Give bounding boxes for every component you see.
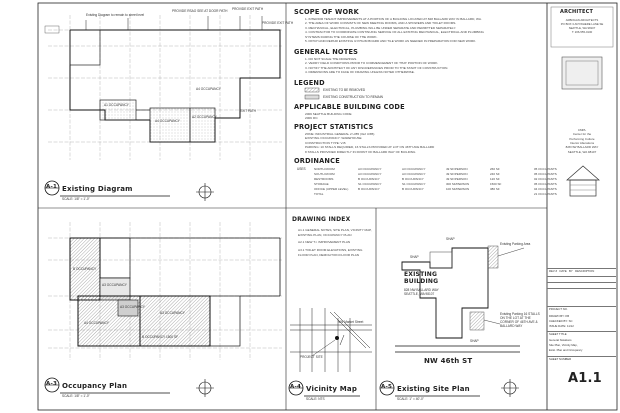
revision-header: REV # DATE BY DESCRIPTION <box>549 269 595 273</box>
ordinance-cell: 49 SF/PERSON <box>446 177 468 181</box>
ordinance-cell: STORAGE <box>314 182 329 186</box>
revision-rule <box>547 282 616 283</box>
ordinance-cell: B OCCUPANCY <box>402 177 424 181</box>
ordinance-cell: SOUTH ROOM <box>314 172 335 176</box>
occupancy-plan-drawing <box>45 222 282 397</box>
ordinance-table <box>314 167 574 196</box>
ordinance-cell: RESTROOMS <box>314 177 334 181</box>
ordinance-cell <box>358 192 398 196</box>
view-scale-vicinity: SCALE: NTS <box>306 397 325 401</box>
field-sheet-title-line: Exist. Plan and Occupancy <box>549 348 583 352</box>
site-label: SHAP <box>410 255 419 259</box>
drawing-index-list <box>298 228 372 257</box>
ordinance-cell: 05 OCCUPANTS <box>534 172 557 176</box>
site-street-label: NW 46th ST <box>424 357 473 365</box>
view-scale-occupancy: SCALE: 1/8" = 1'-0" <box>62 394 90 398</box>
view-scale-site: SCALE: 1" = 40'-0" <box>397 397 424 401</box>
ordinance-cell: 120 SF <box>490 177 500 181</box>
ordinance-cell: A3 OCCUPANCY <box>402 167 426 171</box>
ordinance-cell: 100 SF/PERSON <box>446 187 470 191</box>
occupant-label: A1 OCCUPANCY <box>104 103 129 107</box>
general-notes: 1. DO NOT SCALE THE DRAWINGS. 2. VERIFY FIELD CONDITIONS PRIOR TO COMMENCEMENT OF THAT PORTION OF WORK. 3. NOTIFY THE ARCHITECT OF ANY DISCREPANCIES PRIOR TO THE START OF CONSTRUCTION. 4. DIMENSIONS ARE TO FACE OF FRAMING UNLESS NOTED OTHERWISE. <box>305 57 449 75</box>
scope-notes: 1. INTERIOR TENANT IMPROVEMENTS AT A PORTION OF A BUILDING LOCATED AT 828 BALLARD WAY IN BALLARD, WA. 2. THE AREA OF WORK CONSISTS OF NEW MEETING ROOMS, AND A SHOWERS AND TOILET ROOMS. 3. MECHANICAL, ELECTRICAL, PLUMBING WILL BE UNDER SEPARATE AND PERMITTED SEPARATELY. 4. CONTRACTOR TO COORDINATE CONTINUING SERVICE OF ALL EXISTING MECHANICAL, ELECTRICAL AND PLUMBING SYSTEMS DURING THE COURSE OF THE WORK. 5. PATCH AND REPAIR EXISTING GYPSUM BOARD AND TILE WORK AS NEEDED IN PREPARATION FOR NEW WORK. <box>305 17 484 44</box>
field-sheet-number-label: SHEET NUMBER <box>549 357 572 361</box>
site-label: SHAP <box>446 237 455 241</box>
revision-rule <box>547 288 616 289</box>
ordinance-cell: B OCCUPANCY <box>358 187 380 191</box>
legend-title: LEGEND <box>294 79 325 87</box>
code-lines: 2009 SEATTLE BUILDING CODE 2009 IFC <box>305 112 352 121</box>
ordinance-cell: A3 OCCUPANCY <box>402 172 426 176</box>
ordinance-cell: 300 SF/PERSON <box>446 182 470 186</box>
ordinance-cell: 05 OCCUPANTS <box>534 167 557 171</box>
occupancy-label: B OCCUPANCY 1500 SF <box>142 335 179 339</box>
occupancy-label: A3 OCCUPANCY <box>120 305 145 309</box>
ordinance-cell: 05 OCCUPANTS <box>534 182 557 186</box>
existing-note: PROVIDE RSAO SEE AT DOOR PATH <box>172 9 228 13</box>
drawing-index-item: A1.1 GENERAL NOTES, SITE PLAN, VICINITY MAP, EXISTING PLAN, OCCUPANCY PLAN <box>298 228 372 237</box>
legend-item: EXISTING CONSTRUCTION TO REMAIN <box>323 94 383 99</box>
stats-title: PROJECT STATISTICS <box>294 123 374 131</box>
vicinity-project-site: PROJECT SITE <box>300 355 323 359</box>
ordinance-cell: S1 OCCUPANCY <box>402 182 426 186</box>
occupancy-label: B OCCUPANCY <box>73 267 97 271</box>
field-sheet-title-label: SHEET TITLE <box>549 332 567 336</box>
ordinance-cell: A3 OCCUPANCY <box>358 172 382 176</box>
occupancy-label: A4 OCCUPANCY <box>84 321 109 325</box>
occupant-label: A2 OCCUPANCY <box>192 115 217 119</box>
ordinance-cell: B OCCUPANCY <box>402 187 424 191</box>
view-tag-site: A-5 <box>381 384 392 390</box>
drawing-index-item: A3.1 TOILET ROOM ELEVATIONS, EXISTING FLOOR PLAN, DEMOLITION FLOOR PLAN <box>298 247 363 257</box>
ordinance-cell: 49 SF/PERSON <box>446 172 468 176</box>
ordinance-cell: 49 SF/PERSON <box>446 167 468 171</box>
view-tag-vicinity: A-4 <box>290 384 301 390</box>
vicinity-street: NW Market Street <box>338 320 364 324</box>
ordinance-cell: 260 SF <box>490 167 500 171</box>
site-parking-callout: Existing Parking Area <box>500 242 531 246</box>
view-tag-existing: A-1 <box>46 184 57 190</box>
view-tag-occupancy: A-3 <box>46 381 57 387</box>
occupant-label: A4 OCCUPANCY <box>196 87 221 91</box>
ordinance-cell: 02 OCCUPANTS <box>534 177 557 181</box>
view-title-vicinity: Vicinity Map <box>306 385 358 393</box>
ordinance-cell: B OCCUPANCY <box>358 177 380 181</box>
ordinance-cell: 240 SF <box>490 172 500 176</box>
ordinance-cell: 1500 SF <box>490 182 502 186</box>
occupant-label: A4 OCCUPANCY <box>155 119 180 123</box>
view-scale-existing: SCALE: 1/8" = 1'-0" <box>62 197 90 201</box>
view-title-site: Existing Site Plan <box>397 385 470 393</box>
scope-title: SCOPE OF WORK <box>294 8 359 16</box>
occupancy-label: A3 OCCUPANCY <box>160 311 185 315</box>
code-title: APPLICABLE BUILDING CODE <box>294 103 405 111</box>
site-label: SHAP <box>470 339 479 343</box>
ordinance-cell: 04 OCCUPANTS <box>534 187 557 191</box>
ordinance-cell <box>490 192 530 196</box>
revision-rule <box>547 276 616 277</box>
sheet-number: A1.1 <box>568 371 602 386</box>
view-title-occupancy: Occupancy Plan <box>62 382 128 390</box>
ordinance-title: ORDINANCE <box>294 157 340 165</box>
existing-note: PROVIDE EXIT PATH <box>232 7 264 11</box>
drawing-index-item: A2.1 NEW T.I. IMPROVEMENT PLAN <box>298 240 351 245</box>
field-sheet-title-line: Site Plan, Vicinity Map, <box>549 343 578 347</box>
existing-note: Existing Diagram to remain to street level <box>86 13 145 17</box>
ordinance-cell: TOTAL <box>314 192 324 196</box>
ordinance-cell: OFFICE (UPPER LEVEL) <box>314 187 349 191</box>
existing-plan-drawing <box>45 15 282 201</box>
view-title-existing: Existing Diagram <box>62 185 133 193</box>
drawing-index-title: DRAWING INDEX <box>292 216 351 223</box>
site-lot-callout: Existing Parking 16 STALLS ON THE LOT AT THE CORNER OF 46TH AVE & BALLARD WAY <box>500 312 540 329</box>
site-address: 828 NW BALLARD WAY SEATTLE, WA 98107 <box>404 288 439 297</box>
ordinance-cell <box>446 192 486 196</box>
legend-swatches <box>305 88 319 99</box>
field-issue-date: ISSUE DATE: 11/12 <box>549 324 574 328</box>
occupancy-label: A3 OCCUPANCY <box>102 283 127 287</box>
general-notes-title: GENERAL NOTES <box>294 48 359 56</box>
ordinance-cell: A3 OCCUPANCY <box>358 167 382 171</box>
ordinance-cell: 21 OCCUPANTS <box>534 192 557 196</box>
ordinance-cell: NORTH ROOM <box>314 167 335 171</box>
stats-lines: ZONE: INDUSTRIAL GENERAL 2 U/85 (IG2 U/85) EXISTING OCCUPANCY: WAREHOUSE CONSTRUCTION TYPE: V-B PARKING: 10 STALLS REQUIRED, 16 STALLS PROVIDED AT LOT ON 46TH AVE BALLARD 8 STALLS PROVIDED DIRECTLY IN FRONT OF BALLARD WAY OF BUILDING <box>305 132 435 154</box>
field-drawn-by: DRAWN BY: KB <box>549 314 570 318</box>
field-checked-by: CHECKED BY: SC <box>549 319 573 323</box>
existing-note: PROVIDE EXIT PATH <box>262 21 294 25</box>
legend-item: EXISTING TO BE REMOVED <box>323 87 366 92</box>
site-building-label: EXISTING BUILDING <box>404 271 439 285</box>
client-info: CMPL Center for the Performing Culture Interior Alterations 828 NW BALLARD WAY SEATTLE, WA 98107 <box>565 128 599 154</box>
ordinance-cell: 380 SF <box>490 187 500 191</box>
ordinance-uses: USES <box>297 167 306 171</box>
field-project-no: PROJECT NO. <box>549 307 568 311</box>
ordinance-cell: S1 OCCUPANCY <box>358 182 382 186</box>
firm-info: ARBOGAN ARCHITECTS PO BOX 3 ANYWHERE LANE SE SEATTLE, WA 98107 T: 206-555-0100 <box>560 18 604 35</box>
firm-name: ARCHITECT <box>560 9 594 15</box>
ordinance-cell <box>402 192 442 196</box>
field-sheet-title-line: General Notations <box>549 338 572 342</box>
existing-note: EXIT PATH <box>240 109 256 113</box>
